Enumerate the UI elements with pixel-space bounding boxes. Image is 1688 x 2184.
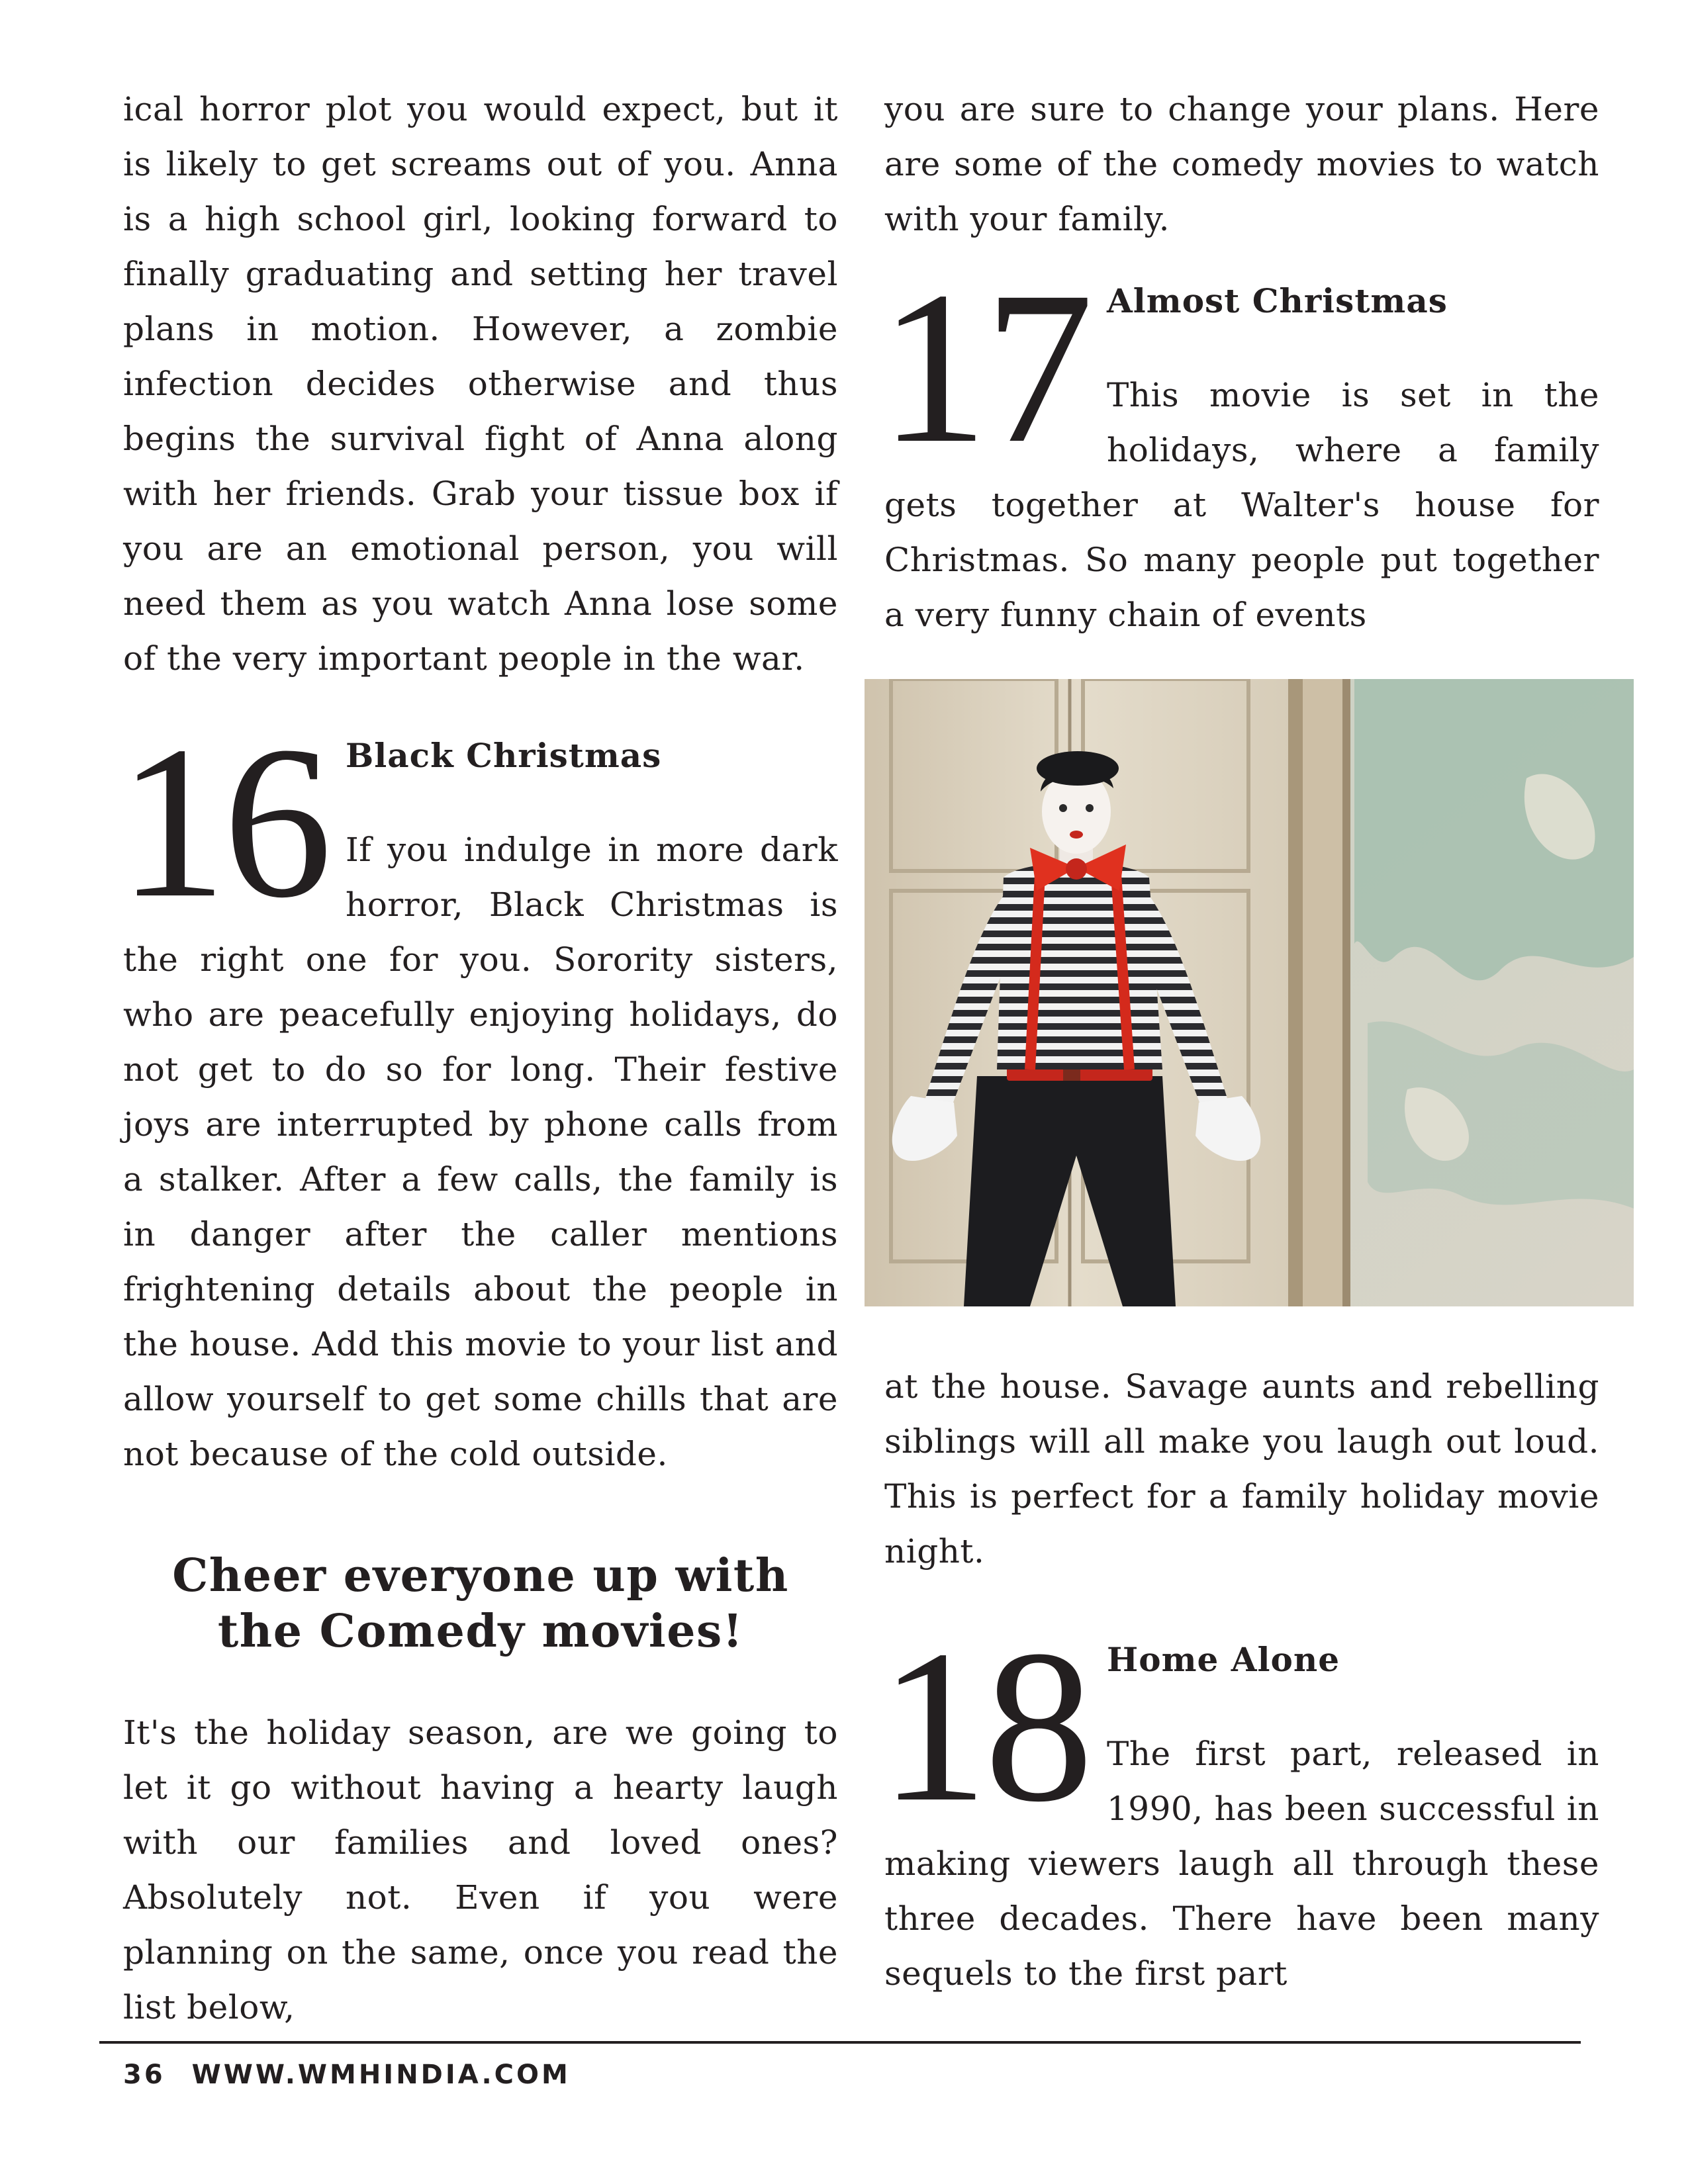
entry-body-almost-christmas: This movie is set in the holidays, where a family gets together at Walter's house for Christmas. So many people put together a very funny chain of events (884, 376, 1599, 634)
right-column-lower (879, 1359, 1599, 2001)
mime-against-wooden-door-icon (865, 679, 1634, 1306)
entry-title-almost-christmas: Almost Christmas (1107, 281, 1448, 320)
entry-number-18: 18 (879, 1606, 1090, 1847)
entry-17 (879, 247, 1599, 643)
entry-body-black-christmas: If you indulge in more dark horror, Black Christmas is the right one for you. Sorority sisters, who are peacefully enjoying holidays, do not get to do so for long. Their festive joys are interrupted by phone calls from a stalker. After a few calls, the family is in danger after the caller mentions frightening details about the people in the house. Add this movie to your list and allow yourself to get some chills that are not because of the cold outside. (123, 831, 838, 1473)
intro-paragraph-right: you are sure to change your plans. Here are some of the comedy movies to watch with your family. (884, 90, 1599, 238)
entry-body-home-alone: The first part, released in 1990, has been successful in making viewers laugh all through these three decades. There have been many sequels to the first part (884, 1735, 1599, 1993)
entry-18 (879, 1606, 1599, 2001)
footer-rule (99, 2041, 1581, 2044)
entry-number-17: 17 (879, 247, 1090, 488)
section-heading-comedy: Cheer everyone up with the Comedy movies! (172, 1549, 789, 1658)
intro-paragraph-left: ical horror plot you would expect, but it is likely to get screams out of you. Anna is a high school girl, looking forward to finally graduating and setting her travel plans in motion. However, a zombie infection decides otherwise and thus begins the survival fight of Anna along with her friends. Grab your tissue box if you are an emotional person, you will need them as you watch Anna lose some of the very important people in the war. (123, 90, 838, 678)
mime-photo (865, 679, 1634, 1306)
entry-body-almost-christmas-continued: at the house. Savage aunts and rebelling siblings will all make you laugh out loud. This is perfect for a family holiday movie night. (884, 1367, 1599, 1570)
left-column (118, 82, 838, 2035)
page-number: 36 (123, 2060, 165, 2090)
entry-16 (118, 702, 838, 1482)
section-paragraph-comedy: It's the holiday season, are we going to let it go without having a hearty laugh with our families and loved ones? Absolutely not. Even if you were planning on the same, once you read the list below, (123, 1713, 838, 2026)
right-column (879, 82, 1599, 643)
entry-number-16: 16 (118, 702, 328, 943)
footer (123, 2060, 571, 2090)
entry-title-black-christmas: Black Christmas (346, 736, 662, 775)
website-link[interactable]: WWW.WMHINDIA.COM (191, 2060, 571, 2090)
entry-title-home-alone: Home Alone (1107, 1640, 1340, 1679)
